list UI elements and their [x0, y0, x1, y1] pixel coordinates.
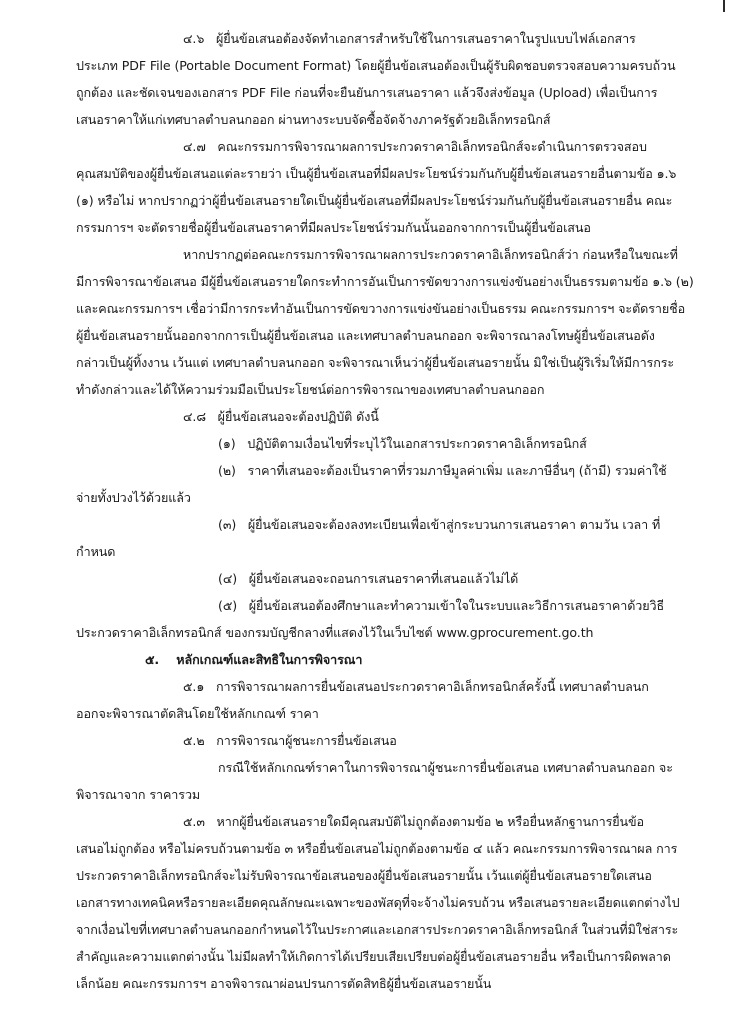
list-item-line: (๔) ผู้ยื่นข้อเสนอจะถอนการเสนอราคาที่เสนอแล้วไม่ได้: [218, 571, 519, 586]
paragraph-line: กล่าวเป็นผู้ทิ้งงาน เว้นแต่ เทศบาลตำบลนกออก จะพิจารณาเห็นว่าผู้ยื่นข้อเสนอรายนั้น มิใช่เป็นผู้ริเริ่มให้มีการกระ: [76, 355, 675, 370]
paragraph-line: ถูกต้อง และชัดเจนของเอกสาร PDF File ก่อนที่จะยืนยันการเสนอราคา แล้วจึงส่งข้อมูล (Upload) เพื่อเป็นการ: [76, 85, 658, 100]
paragraph-line: ประกวดราคาอิเล็กทรอนิกส์จะไม่รับพิจารณาข้อเสนอของผู้ยื่นข้อเสนอรายนั้น เว้นแต่ผู้ยื่นข้อเสนอรายใดเสนอ: [76, 868, 652, 883]
paragraph-line: ๔.๖ ผู้ยื่นข้อเสนอต้องจัดทำเอกสารสำหรับใช้ในการเสนอราคาในรูปแบบไฟล์เอกสาร: [183, 31, 636, 46]
paragraph-line: กรรมการฯ จะตัดรายชื่อผู้ยื่นข้อเสนอราคาที่มีผลประโยชน์ร่วมกันนั้นออกจากการเป็นผู้ยื่นข้อเสนอ: [76, 220, 591, 235]
list-item-line: (๕) ผู้ยื่นข้อเสนอต้องศึกษาและทำความเข้าใจในระบบและวิธีการเสนอราคาด้วยวิธี: [218, 598, 665, 613]
paragraph-line: ผู้ยื่นข้อเสนอรายนั้นออกจากการเป็นผู้ยื่นข้อเสนอ และเทศบาลตำบลนกออก จะพิจารณาลงโทษผู้ยื่นข้อเสนอดัง: [76, 328, 655, 343]
paragraph-line: และคณะกรรมการฯ เชื่อว่ามีการกระทำอันเป็นการขัดขวางการแข่งขันอย่างเป็นธรรม คณะกรรมการฯ จะตัดรายชื่อ: [76, 301, 686, 316]
list-item-line: (๓) ผู้ยื่นข้อเสนอจะต้องลงทะเบียนเพื่อเข้าสู่กระบวนการเสนอราคา ตามวัน เวลา ที่: [218, 517, 661, 532]
paragraph-line: ๕.๒ การพิจารณาผู้ชนะการยื่นข้อเสนอ: [183, 733, 397, 748]
paragraph-line: หากปรากฏต่อคณะกรรมการพิจารณาผลการประกวดราคาอิเล็กทรอนิกส์ว่า ก่อนหรือในขณะที่: [183, 247, 678, 262]
paragraph-line: ทำดังกล่าวและได้ให้ความร่วมมือเป็นประโยชน์ต่อการพิจารณาของเทศบาลตำบลนกออก: [76, 382, 545, 397]
paragraph-line: เสนอไม่ถูกต้อง หรือไม่ครบถ้วนตามข้อ ๓ หรือยื่นข้อเสนอไม่ถูกต้องตามข้อ ๔ แล้ว คณะกรรมการพิจารณาผล การ: [76, 841, 678, 856]
paragraph-line: ออกจะพิจารณาตัดสินโดยใช้หลักเกณฑ์ ราคา: [76, 706, 319, 721]
paragraph-line: ๔.๘ ผู้ยื่นข้อเสนอจะต้องปฏิบัติ ดังนี้: [183, 409, 379, 424]
paragraph-line: จากเงื่อนไขที่เทศบาลตำบลนกออกกำหนดไว้ในประกาศและเอกสารประกวดราคาอิเล็กทรอนิกส์ ในส่วนที่มิใช่สาระ: [76, 922, 679, 937]
paragraph-line: ๕.๓ หากผู้ยื่นข้อเสนอรายใดมีคุณสมบัติไม่ถูกต้องตามข้อ ๒ หรือยื่นหลักฐานการยื่นข้อ: [183, 814, 644, 829]
paragraph-line: พิจารณาจาก ราคารวม: [76, 787, 201, 802]
paragraph-line: เล็กน้อย คณะกรรมการฯ อาจพิจารณาผ่อนปรนการตัดสิทธิผู้ยื่นข้อเสนอรายนั้น: [76, 976, 492, 991]
section-heading: ๕. หลักเกณฑ์และสิทธิในการพิจารณา: [145, 652, 363, 667]
paragraph-line: ๕.๑ การพิจารณาผลการยื่นข้อเสนอประกวดราคาอิเล็กทรอนิกส์ครั้งนี้ เทศบาลตำบลนก: [183, 679, 649, 694]
list-item-line: (๑) ปฏิบัติตามเงื่อนไขที่ระบุไว้ในเอกสารประกวดราคาอิเล็กทรอนิกส์: [218, 436, 587, 451]
paragraph-line: สำคัญและความแตกต่างนั้น ไม่มีผลทำให้เกิดการได้เปรียบเสียเปรียบต่อผู้ยื่นข้อเสนอรายอื่น หรือเป็นการผิดพลาด: [76, 949, 671, 964]
paragraph-line: เสนอราคาให้แก่เทศบาลตำบลนกออก ผ่านทางระบบจัดซื้อจัดจ้างภาครัฐด้วยอิเล็กทรอนิกส์: [76, 112, 551, 127]
paragraph-line: ประกวดราคาอิเล็กทรอนิกส์ ของกรมบัญชีกลางที่แสดงไว้ในเว็บไซต์ www.gprocurement.go.th: [76, 625, 594, 640]
paragraph-line: กรณีใช้หลักเกณฑ์ราคาในการพิจารณาผู้ชนะการยื่นข้อเสนอ เทศบาลตำบลนกออก จะ: [218, 760, 673, 775]
paragraph-line: ๔.๗ คณะกรรมการพิจารณาผลการประกวดราคาอิเล็กทรอนิกส์จะดำเนินการตรวจสอบ: [183, 139, 647, 154]
paragraph-line: ประเภท PDF File (Portable Document Format) โดยผู้ยื่นข้อเสนอต้องเป็นผู้รับผิดชอบตรวจสอบความครบถ้วน: [76, 58, 676, 73]
paragraph-line: มีการพิจารณาข้อเสนอ มีผู้ยื่นข้อเสนอรายใดกระทำการอันเป็นการขัดขวางการแข่งขันอย่างเป็นธรรมตามข้อ ๑.๖ (๒): [76, 274, 694, 289]
paragraph-line: (๑) หรือไม่ หากปรากฏว่าผู้ยื่นข้อเสนอรายใดเป็นผู้ยื่นข้อเสนอที่มีผลประโยชน์ร่วมกันกับผู้ยื่นข้อเสนอรายอื่น คณะ: [76, 193, 673, 208]
paragraph-line: เอกสารทางเทคนิคหรือรายละเอียดคุณลักษณะเฉพาะของพัสดุที่จะจ้างไม่ครบถ้วน หรือเสนอรายละเอียดแตกต่างไป: [76, 895, 680, 910]
list-item-line: (๒) ราคาที่เสนอจะต้องเป็นราคาที่รวมภาษีมูลค่าเพิ่ม และภาษีอื่นๆ (ถ้ามี) รวมค่าใช้: [218, 463, 667, 478]
paragraph-line: กำหนด: [76, 544, 116, 559]
scan-edge-mark: [723, 0, 725, 12]
paragraph-line: คุณสมบัติของผู้ยื่นข้อเสนอแต่ละรายว่า เป็นผู้ยื่นข้อเสนอที่มีผลประโยชน์ร่วมกันกับผู้ยื่นข้อเสนอรายอื่นตามข้อ ๑.๖: [76, 166, 677, 181]
paragraph-line: จ่ายทั้งปวงไว้ด้วยแล้ว: [76, 490, 191, 505]
